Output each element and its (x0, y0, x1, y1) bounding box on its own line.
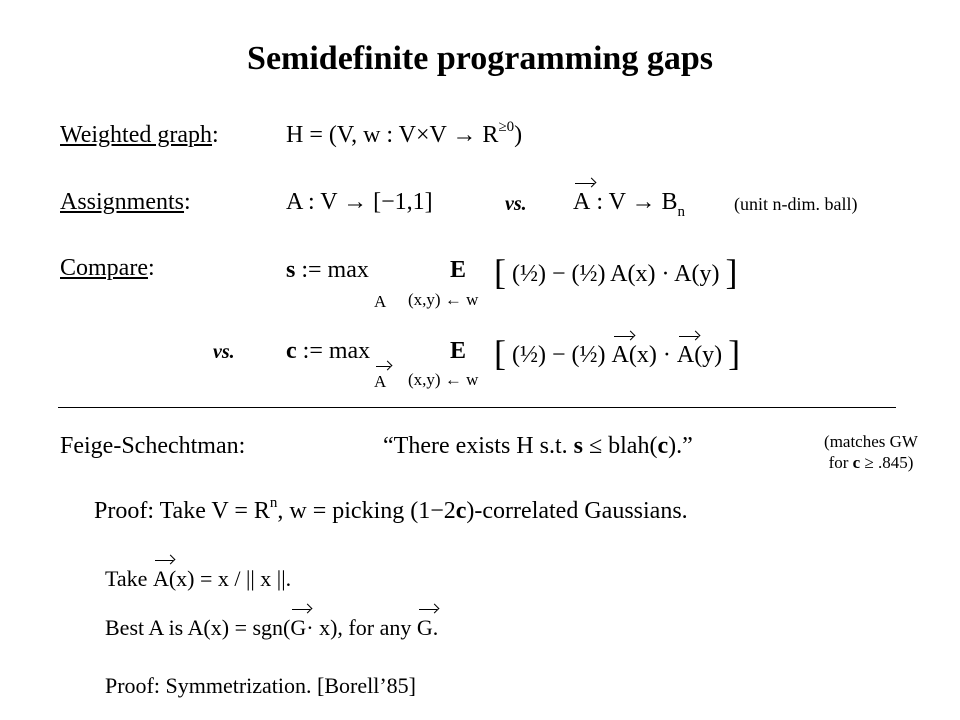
vector-arrow-A: A (573, 189, 591, 215)
c-symbol: c (852, 453, 861, 472)
best-A-line (105, 615, 438, 641)
c-expression-tail: (y) (694, 342, 729, 368)
normalize-text: (x) = x / || x ||. (168, 566, 292, 591)
left-bracket: [ (494, 252, 506, 292)
vs-label: vs. (505, 193, 527, 215)
vector-map-text: : V → B (590, 189, 678, 215)
expectation-subscript: (x,y) ← w (408, 290, 479, 309)
feige-schechtman-quote (383, 433, 693, 460)
s-symbol: s (286, 257, 296, 283)
vector-arrow-A: A (611, 342, 629, 368)
c-expression-mid: (x) · (628, 342, 677, 368)
assignments-label: Assignments (60, 189, 185, 215)
take-text: Take (105, 566, 153, 591)
right-bracket: ] (725, 252, 738, 292)
gw-note-line2 (812, 452, 930, 473)
vector-arrow-A: A (152, 566, 169, 591)
sgn-text: · x), for any (306, 615, 417, 640)
right-bracket: ] (728, 333, 741, 373)
slide-title: Semidefinite programming gaps (247, 40, 713, 77)
label-colon: : (147, 255, 155, 281)
compare-label: Compare (60, 255, 148, 281)
s-definition (286, 257, 369, 284)
proof-gaussians-text: )-correlated Gaussians. (466, 498, 688, 524)
assignments-line (60, 189, 191, 216)
expectation-E-2: E (450, 338, 467, 364)
s-expression (494, 248, 737, 290)
nonneg-superscript: ≥0 (498, 119, 515, 135)
assignment-vector (573, 189, 685, 220)
weighted-graph-line (60, 122, 219, 149)
weighted-graph-label: Weighted graph (60, 122, 213, 148)
label-colon: : (212, 122, 219, 148)
graph-definition-text: H = (V, w : V×V → R (286, 122, 499, 148)
blah-text: blah( (608, 433, 658, 459)
vector-arrow-G: G (416, 615, 433, 640)
divider-rule (58, 407, 896, 408)
gw-note-threshold: ≥ .845) (860, 453, 914, 472)
take-A-line (105, 566, 291, 592)
quote-end: ).” (668, 433, 693, 459)
left-bracket: [ (494, 333, 506, 373)
max-subscript-vector-A (374, 372, 386, 392)
c-expression-head: (½) − (½) (506, 342, 612, 368)
vector-arrow-A: A (374, 372, 387, 391)
vector-arrow-G: G (290, 615, 307, 640)
quote-start: “There exists H s.t. (383, 433, 574, 459)
symmetrization-proof: Proof: Symmetrization. [Borell’85] (105, 673, 416, 698)
max-subscript-A: A (374, 292, 387, 311)
assign-max: := max (296, 338, 371, 364)
unit-ball-note: (unit n-dim. ball) (734, 194, 858, 214)
le-symbol: ≤ (582, 433, 609, 459)
period: . (432, 615, 439, 640)
gw-note-for: for (828, 453, 853, 472)
gw-note-line1: (matches GW (824, 432, 918, 451)
weighted-graph-definition (286, 119, 523, 149)
s-symbol: s (573, 433, 583, 459)
c-symbol: c (657, 433, 669, 459)
expectation-subscript-2: (x,y) ← w (408, 370, 479, 389)
graph-definition-close: ) (514, 122, 523, 148)
s-expression-body: (½) − (½) A(x) · A(y) (506, 261, 726, 287)
dimension-superscript: n (269, 495, 278, 511)
label-colon: : (184, 189, 191, 215)
proof-take-V: Proof: Take V = R (94, 498, 270, 524)
compare-line (60, 255, 155, 282)
expectation-E: E (450, 257, 467, 283)
vector-arrow-A: A (676, 342, 695, 368)
vs-label-2: vs. (213, 341, 235, 363)
c-symbol: c (455, 498, 467, 524)
assign-max: := max (295, 257, 369, 283)
feige-schechtman-label: Feige-Schechtman: (60, 433, 246, 459)
gw-note (812, 431, 930, 473)
c-definition (286, 338, 370, 365)
proof-w-text: , w = picking (1−2 (277, 498, 456, 524)
ball-dimension-subscript: n (677, 204, 685, 220)
c-symbol: c (286, 338, 297, 364)
assignment-integral: A : V → [−1,1] (286, 189, 433, 215)
proof-line (94, 495, 688, 525)
best-text: Best A is A(x) = sgn( (105, 615, 291, 640)
c-expression (494, 329, 740, 371)
